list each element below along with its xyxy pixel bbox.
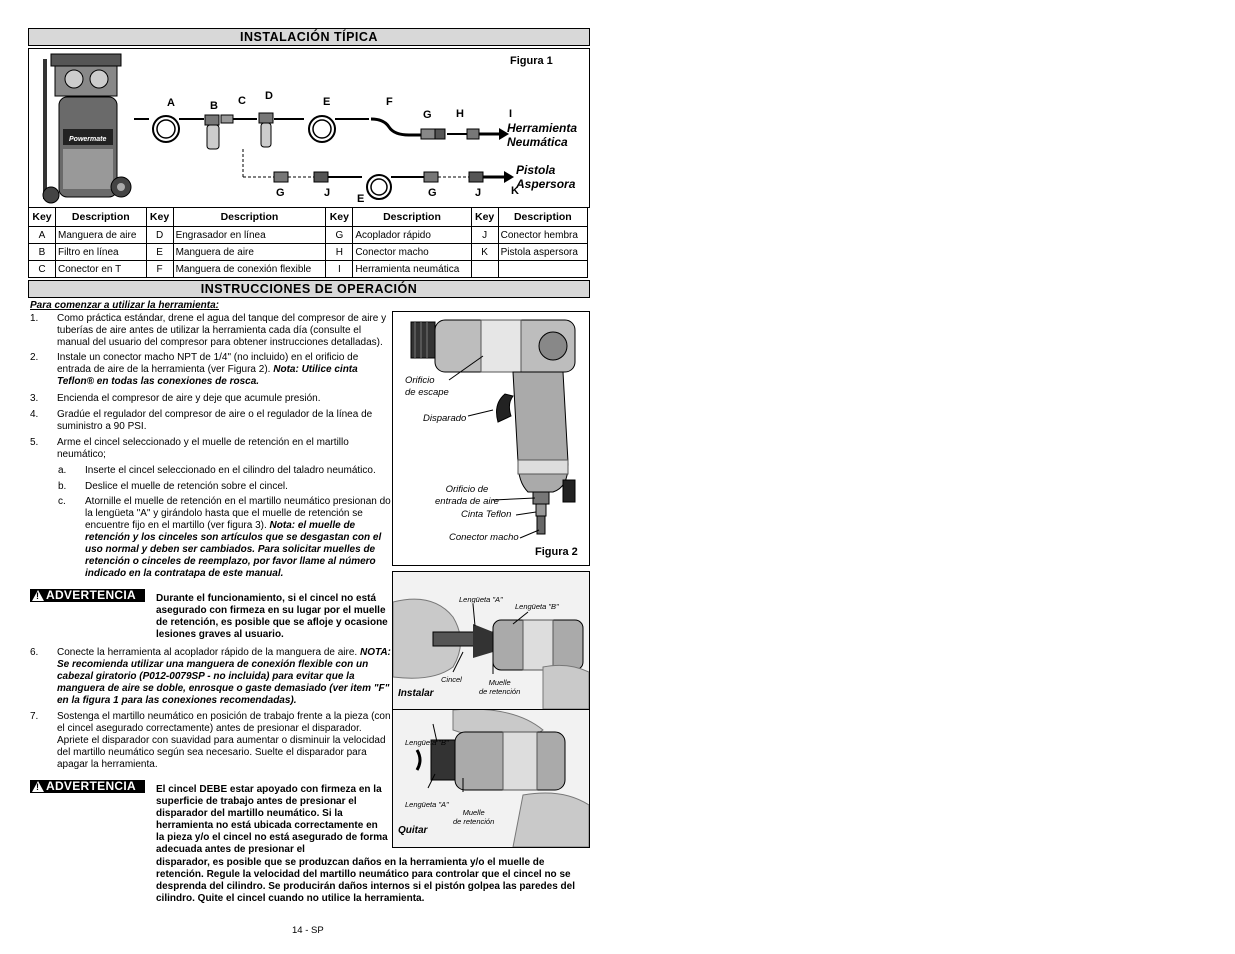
substep-letter: c.	[58, 496, 66, 507]
step-text: Encienda el compresor de aire y deje que acumule presión.	[57, 393, 321, 404]
key-cell: J	[471, 227, 498, 244]
figure-2-label: Figura 2	[535, 546, 578, 558]
step-4	[30, 409, 392, 433]
fig3-callout-remove-tab-a: Lengüeta "A"	[405, 800, 449, 809]
key-table-header-row	[29, 208, 588, 227]
fig1-spray-label-line2: Aspersora	[516, 177, 576, 191]
fig1-tool-label	[507, 121, 577, 149]
table-row	[29, 244, 588, 261]
key-header: Key	[326, 208, 353, 227]
step-6-text: Conecte la herramienta al acoplador rápido de la manguera de aire.	[57, 647, 358, 658]
description-header: Description	[498, 208, 587, 227]
fig1-spray-label-line1: Pistola	[516, 163, 556, 177]
fig3-caption-install: Instalar	[398, 688, 434, 699]
fig1-letter-j: J	[324, 187, 331, 199]
step-7	[30, 711, 392, 771]
key-cell: G	[326, 227, 353, 244]
key-cell: K	[471, 244, 498, 261]
step-number: 1.	[30, 313, 39, 324]
svg-text:Powermate: Powermate	[69, 136, 107, 143]
fig1-letter-i: I	[509, 108, 513, 120]
substep-text: Inserte el cincel seleccionado en el cilindro del taladro neumático.	[85, 465, 376, 476]
intro-heading: Para comenzar a utilizar la herramienta:	[30, 300, 219, 311]
step-text	[57, 647, 392, 707]
air-hammer-illustration	[393, 312, 589, 565]
description-cell: Pistola aspersora	[498, 244, 587, 261]
fig1-letter-a: A	[167, 97, 175, 109]
step-number: 6.	[30, 647, 39, 658]
fig3-callout-remove-tab-b: Lengüeta "B"	[405, 738, 449, 747]
fig1-letter-j2: J	[475, 187, 482, 199]
description-cell: Conector macho	[353, 244, 471, 261]
fig3-callout-chisel: Cincel	[441, 675, 462, 684]
step-5	[30, 437, 392, 461]
warning-1-text: Durante el funcionamiento, si el cincel no está asegurado con firmeza en su lugar por el muelle de retención, es posible que se afloje y ocasione lesiones graves al usuario.	[156, 593, 388, 640]
description-cell: Herramienta neumática	[353, 261, 471, 278]
key-cell	[471, 261, 498, 278]
fig3-caption-remove: Quitar	[398, 825, 428, 836]
step-number: 5.	[30, 437, 39, 448]
warning-badge-label: ADVERTENCIA	[46, 779, 136, 793]
fig3-callout-remove-spring-line2: de retención	[453, 817, 495, 826]
fig2-callout-inlet	[435, 484, 499, 508]
fig1-letter-g3: G	[428, 187, 437, 199]
warning-badge-2	[30, 780, 145, 793]
substep-letter: b.	[58, 481, 67, 492]
key-header: Key	[146, 208, 173, 227]
warning-2-text-wide: disparador, es posible que se produzcan daños en la herramienta y/o el muelle de retención. Regule la velocidad del martillo neumático para controlar que el cincel no se desprenda del cilindro. Se producirán daños internos si el pistón golpea las paredes del cilindro. Quite el cincel cuando no utilice la herramienta.	[156, 857, 575, 904]
step-text: Sostenga el martillo neumático en posición de trabajo frente a la pieza (con el cincel asegurado correctamente) antes de presionar el disparador. Apriete el disparador con suavidad para aumentar o disminuir la velocidad del martillo neumático según sea necesario. Suelte el disparador para apagar la herramienta.	[57, 711, 391, 770]
key-header: Key	[471, 208, 498, 227]
warning-triangle-icon: !	[32, 590, 44, 601]
warning-badge-1	[30, 589, 145, 602]
section-header-instalacion: INSTALACIÓN TÍPICA	[28, 28, 590, 46]
fig3-callout-spring-line2: de retención	[479, 687, 521, 696]
installation-diagram	[29, 49, 589, 207]
fig2-callout-inlet-line2: entrada de aire	[435, 496, 499, 507]
fig1-letter-g2: G	[276, 187, 285, 199]
step-5c-note: Nota: el muelle de retención y los cinceles son artículos que se desgastan con el uso normal y deben ser cambiados. Para solicitar muelles de retención o cinceles de reemplazo, por favor llame al número indicado en la contratapa de este manual.	[85, 520, 382, 579]
step-5c	[58, 496, 391, 582]
fig3-callout-remove-spring-line1: Muelle	[462, 808, 485, 817]
step-5c-text: Atornille el muelle de retención en el martillo neumático presionan do la lengüeta "A" y girándolo hasta que el muelle de retención se encuentre fijo en el martillo (ver figura 3).	[85, 496, 391, 531]
compressor-illustration	[43, 54, 131, 203]
description-cell: Filtro en línea	[56, 244, 147, 261]
step-2-note: Nota: Utilice cinta Teflon® en todas las conexiones de rosca.	[57, 364, 358, 387]
fig2-callout-exhaust-line1: Orificio	[405, 375, 435, 386]
step-6-note: NOTA: Se recomienda utilizar una manguera de conexión flexible con un cabezal giratorio (P012-0079SP - no incluida) para evitar que la manguera de aire se doble, enrosque o gaste demasiado (ver item "F" en la figura 1 para las conexiones recomendadas).	[57, 647, 391, 706]
key-cell: C	[29, 261, 56, 278]
key-cell: A	[29, 227, 56, 244]
fig1-letter-d: D	[265, 90, 273, 102]
figure-1	[28, 48, 590, 208]
key-cell: B	[29, 244, 56, 261]
step-text: Gradúe el regulador del compresor de aire o el regulador de la línea de suministro a 90 PSI.	[57, 409, 373, 432]
description-cell: Engrasador en línea	[173, 227, 326, 244]
page-number: 14 - SP	[292, 925, 324, 936]
description-header: Description	[353, 208, 471, 227]
fig1-tool-label-line1: Herramienta	[507, 121, 578, 135]
description-header: Description	[173, 208, 326, 227]
description-cell: Conector en T	[56, 261, 147, 278]
warning-badge-label: ADVERTENCIA	[46, 588, 136, 602]
step-text: Como práctica estándar, drene el agua del tanque del compresor de aire y tuberías de aire antes de utilizar la herramienta cada día (consulte el manual del usuario del compresor para obtener instrucciones detalladas).	[57, 313, 387, 348]
warning-2-text-narrow: El cincel DEBE estar apoyado con firmeza en la superficie de trabajo antes de presionar el disparador del martillo neumático. Si la herramienta no está ubicada correctamente en la pieza y/o el cincel no está asegurado de forma adecuada antes de presionar el	[156, 784, 388, 855]
fig2-callout-exhaust-line2: de escape	[405, 387, 449, 398]
step-3	[30, 393, 392, 405]
figure-1-label: Figura 1	[510, 55, 553, 67]
fig1-spray-label	[516, 163, 575, 191]
fig1-letter-e: E	[323, 96, 331, 108]
key-cell: I	[326, 261, 353, 278]
key-header: Key	[29, 208, 56, 227]
step-number: 7.	[30, 711, 39, 722]
step-text: Arme el cincel seleccionado y el muelle de retención en el martillo neumático;	[57, 437, 349, 460]
description-cell: Manguera de aire	[56, 227, 147, 244]
fig1-tool-label-line2: Neumática	[507, 135, 568, 149]
description-cell: Acoplador rápido	[353, 227, 471, 244]
step-2-text: Instale un conector macho NPT de 1/4" (no incluido) en el orificio de entrada de aire de la herramienta (ver Figura 2).	[57, 352, 359, 375]
figure-3	[392, 571, 590, 848]
fig1-letter-k: K	[511, 185, 519, 197]
fig3-callout-tab-a: Lengüeta "A"	[459, 595, 503, 604]
fig1-letter-c: C	[238, 95, 246, 107]
section-header-instrucciones: INSTRUCCIONES DE OPERACIÓN	[28, 280, 590, 298]
table-row	[29, 227, 588, 244]
fig2-callout-inlet-line1: Orificio de	[445, 484, 489, 495]
fig1-letter-g: G	[423, 109, 432, 121]
table-row	[29, 261, 588, 278]
fig2-callout-male-connector: Conector macho	[449, 532, 519, 543]
step-number: 2.	[30, 352, 39, 363]
step-1	[30, 313, 392, 349]
key-table	[28, 207, 588, 278]
fig1-letter-b: B	[210, 100, 218, 112]
description-cell: Conector hembra	[498, 227, 587, 244]
warning-triangle-icon: !	[32, 781, 44, 792]
key-cell: F	[146, 261, 173, 278]
description-cell	[498, 261, 587, 278]
key-cell: E	[146, 244, 173, 261]
fig2-callout-trigger: Disparado	[423, 413, 467, 424]
step-2	[30, 352, 392, 388]
figure-2	[392, 311, 590, 566]
description-cell: Manguera de conexión flexible	[173, 261, 326, 278]
step-number: 4.	[30, 409, 39, 420]
fig2-callout-teflon: Cinta Teflon	[461, 509, 512, 520]
key-cell: D	[146, 227, 173, 244]
fig3-callout-tab-b: Lengüeta "B"	[515, 602, 559, 611]
fig3-callout-spring-line1: Muelle	[488, 678, 511, 687]
fig3-callout-remove-spring	[453, 808, 494, 826]
substep-text: Deslice el muelle de retención sobre el cincel.	[85, 481, 288, 492]
step-text	[57, 352, 392, 388]
step-6	[30, 647, 392, 707]
fig1-letter-f: F	[386, 96, 393, 108]
step-number: 3.	[30, 393, 39, 404]
fig2-callout-exhaust	[405, 375, 449, 399]
fig1-letter-h: H	[456, 108, 464, 120]
description-header: Description	[56, 208, 147, 227]
key-cell: H	[326, 244, 353, 261]
fig1-letter-e2: E	[357, 193, 365, 205]
substep-letter: a.	[58, 465, 67, 476]
description-cell: Manguera de aire	[173, 244, 326, 261]
fig3-callout-spring	[479, 678, 520, 696]
substep-text	[85, 496, 391, 580]
